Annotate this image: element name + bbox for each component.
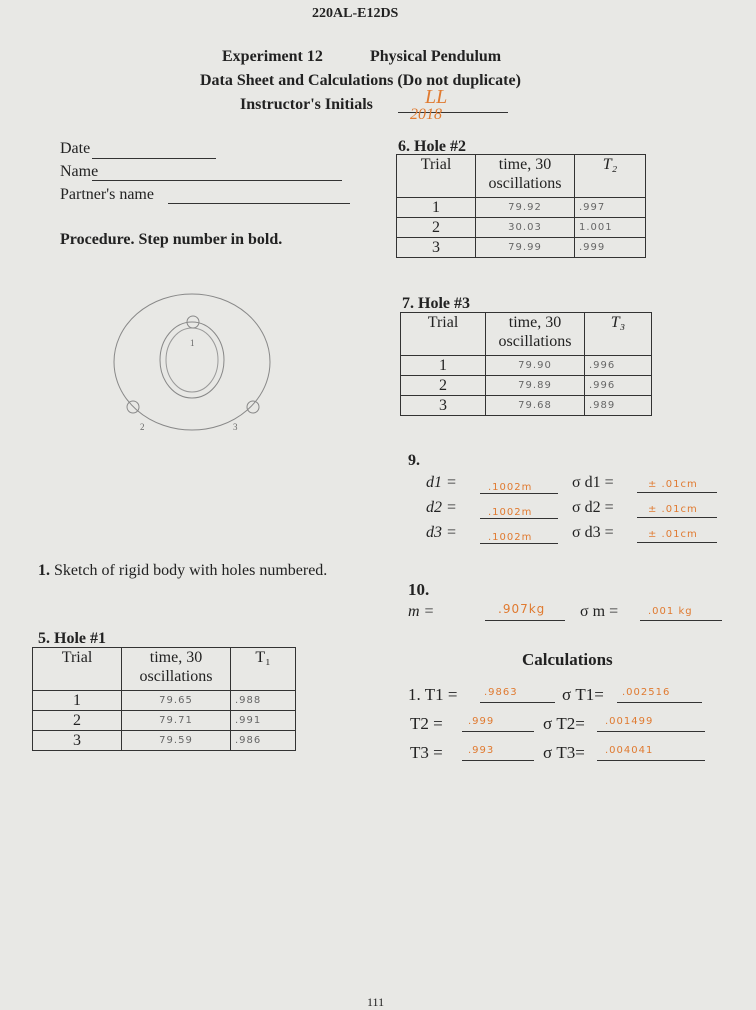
- hole3-title: 7. Hole #3: [402, 295, 470, 312]
- calc-sigma-value: .004041: [605, 745, 654, 756]
- d-sigma-value: ± .01cm: [648, 479, 698, 490]
- date-field[interactable]: [92, 158, 216, 159]
- table-row: 2 30.03 1.001: [397, 218, 646, 238]
- d-sigma-value: ± .01cm: [648, 529, 698, 540]
- hole2-table: Trial time, 30 oscillations T₂ 1 79.92 .997 2 30.03 1.001 3 79.99 .999: [396, 154, 646, 258]
- sketch-caption: 1. Sketch of rigid body with holes numbered.: [38, 562, 328, 579]
- mass-sigma-value: .001 kg: [648, 606, 693, 617]
- calc-sigma-label: σ T3=: [543, 743, 585, 762]
- calc-label: T2 =: [410, 714, 443, 733]
- partner-label: Partner's name: [60, 186, 154, 203]
- calculations-title: Calculations: [522, 650, 613, 669]
- partner-field[interactable]: [168, 203, 350, 204]
- subtitle: Data Sheet and Calculations (Do not duplicate): [200, 72, 521, 89]
- table-row: 1 79.65 .988: [33, 691, 296, 711]
- calc-label: 1. T1 =: [408, 685, 458, 704]
- calc-sigma-value: .001499: [605, 716, 654, 727]
- d-label: d1 =: [426, 474, 457, 491]
- step9-number: 9.: [408, 452, 420, 469]
- hole-label: 2: [140, 422, 145, 432]
- table-row: 1 79.90 .996: [401, 356, 652, 376]
- hole1-title: 5. Hole #1: [38, 630, 106, 647]
- d-value: .1002m: [488, 532, 533, 543]
- table-row: 3 79.99 .999: [397, 238, 646, 258]
- d-value: .1002m: [488, 482, 533, 493]
- table-row: 2 79.89 .996: [401, 376, 652, 396]
- calc-label: T3 =: [410, 743, 443, 762]
- d-label: d2 =: [426, 499, 457, 516]
- calc-value: .999: [468, 716, 495, 727]
- doc-code: 220AL-E12DS: [312, 6, 399, 21]
- d-sigma-label: σ d3 =: [572, 524, 614, 541]
- calc-sigma-label: σ T2=: [543, 714, 585, 733]
- hole3-table: Trial time, 30 oscillations T₃ 1 79.90 .996 2 79.89 .996 3 79.68 .989: [400, 312, 652, 416]
- calc-value: .9863: [484, 687, 518, 698]
- date-label: Date: [60, 140, 91, 157]
- name-label: Name: [60, 163, 99, 180]
- procedure-note: Procedure. Step number in bold.: [60, 231, 283, 248]
- calc-sigma-label: σ T1=: [562, 685, 604, 704]
- table-row: 3 79.59 .986: [33, 731, 296, 751]
- step10-number: 10.: [408, 580, 430, 599]
- d-sigma-label: σ d2 =: [572, 499, 614, 516]
- hole1-table: Trial time, 30 oscillations T₁ 1 79.65 .988 2 79.71 .991 3 79.59 .986: [32, 647, 296, 751]
- name-field[interactable]: [92, 180, 342, 181]
- year-handwritten: 2018: [410, 106, 442, 123]
- experiment-title: Physical Pendulum: [370, 48, 502, 65]
- experiment-number: Experiment 12: [222, 48, 323, 65]
- calc-sigma-value: .002516: [622, 687, 671, 698]
- hole-label: 1: [190, 338, 195, 348]
- table-row: 3 79.68 .989: [401, 396, 652, 416]
- page-number: 111: [367, 995, 385, 1009]
- d-value: .1002m: [488, 507, 533, 518]
- d-label: d3 =: [426, 524, 457, 541]
- mass-sigma-label: σ m =: [580, 603, 619, 620]
- d-sigma-value: ± .01cm: [648, 504, 698, 515]
- table-row: 1 79.92 .997: [397, 198, 646, 218]
- rigid-body-sketch: [110, 290, 280, 440]
- hole-label: 3: [233, 422, 238, 432]
- initials-label: Instructor's Initials: [240, 96, 373, 113]
- table-row: 2 79.71 .991: [33, 711, 296, 731]
- d-sigma-label: σ d1 =: [572, 474, 614, 491]
- hole2-title: 6. Hole #2: [398, 138, 466, 155]
- calc-value: .993: [468, 745, 495, 756]
- mass-label: m =: [408, 603, 435, 620]
- mass-value: .907kg: [498, 602, 546, 616]
- initials-handwritten: LL: [425, 86, 448, 108]
